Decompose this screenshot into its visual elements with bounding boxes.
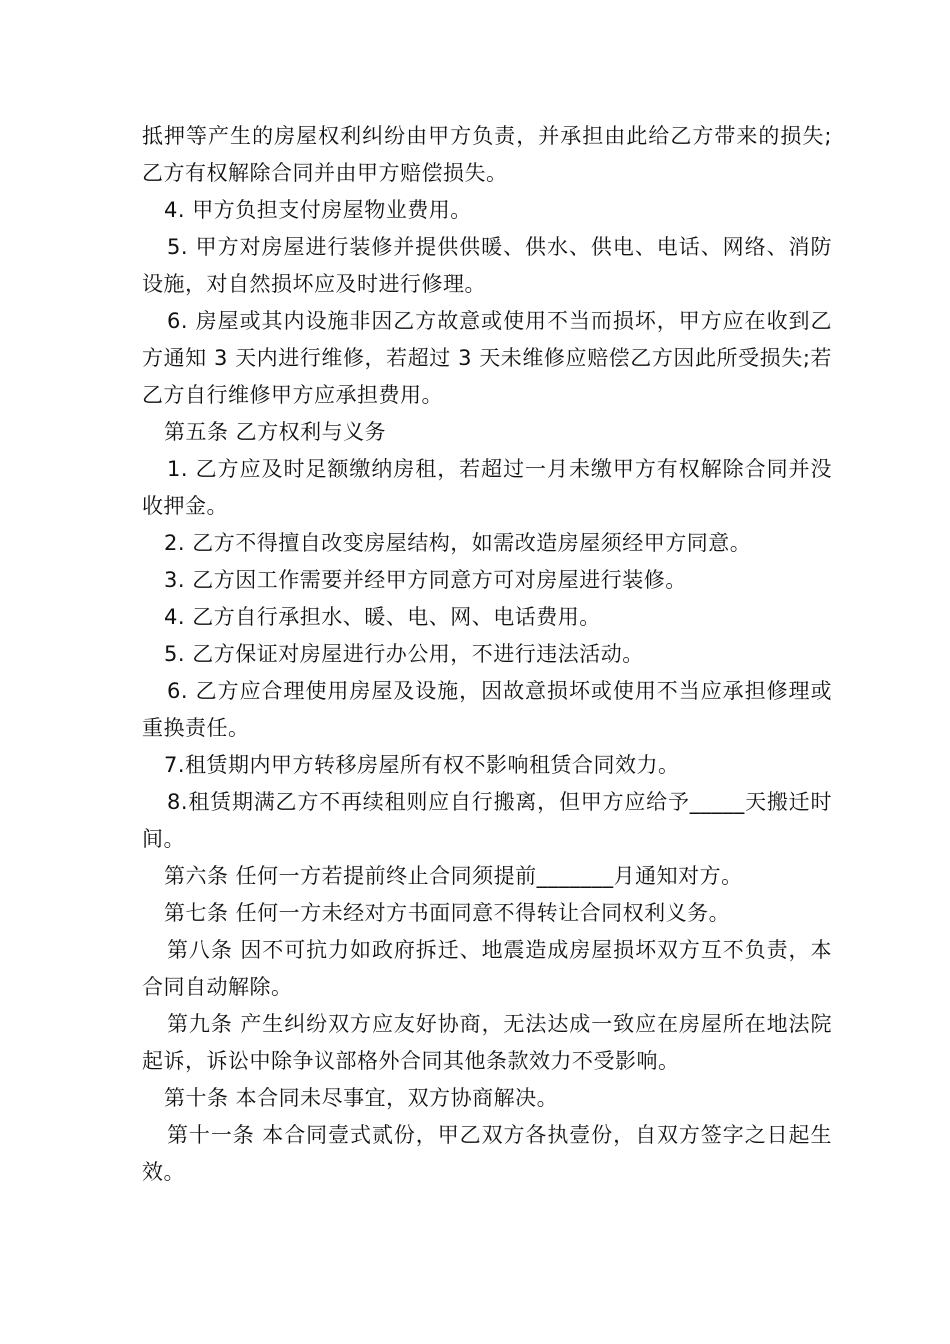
paragraph-13: 8.租赁期满乙方不再续租则应自行搬离，但甲方应给予_____天搬迁时间。 bbox=[142, 790, 832, 851]
paragraph-1: 抵押等产生的房屋权利纠纷由甲方负责，并承担由此给乙方带来的损失;乙方有权解除合同并由甲方赔偿损失。 bbox=[142, 124, 832, 185]
section-heading-5: 第五条 乙方权利与义务 bbox=[164, 420, 387, 444]
paragraph-10: 5. 乙方保证对房屋进行办公用，不进行违法活动。 bbox=[164, 642, 644, 666]
paragraph-7: 2. 乙方不得擅自改变房屋结构，如需改造房屋须经甲方同意。 bbox=[164, 531, 752, 555]
section-7: 第七条 任何一方未经对方书面同意不得转让合同权利义务。 bbox=[164, 901, 731, 925]
document-body bbox=[142, 118, 832, 1191]
section-8: 第八条 因不可抗力如政府拆迁、地震造成房屋损坏双方互不负责，本合同自动解除。 bbox=[142, 938, 832, 999]
paragraph-8: 3. 乙方因工作需要并经甲方同意方可对房屋进行装修。 bbox=[164, 568, 687, 592]
paragraph-9: 4. 乙方自行承担水、暖、电、网、电话费用。 bbox=[164, 605, 601, 629]
paragraph-11: 6. 乙方应合理使用房屋及设施，因故意损坏或使用不当应承担修理或重换责任。 bbox=[142, 679, 832, 740]
section-6: 第六条 任何一方若提前终止合同须提前_______月通知对方。 bbox=[164, 864, 743, 888]
paragraph-2: 4. 甲方负担支付房屋物业费用。 bbox=[164, 198, 472, 222]
paragraph-12: 7.租赁期内甲方转移房屋所有权不影响租赁合同效力。 bbox=[164, 753, 680, 777]
section-10: 第十条 本合同未尽事宜，双方协商解决。 bbox=[164, 1086, 559, 1110]
section-9: 第九条 产生纠纷双方应友好协商，无法达成一致应在房屋所在地法院起诉，诉讼中除争议部格外合同其他条款效力不受影响。 bbox=[142, 1012, 832, 1073]
paragraph-3: 5. 甲方对房屋进行装修并提供供暖、供水、供电、电话、网络、消防设施，对自然损坏应及时进行修理。 bbox=[142, 235, 832, 296]
paragraph-6: 1. 乙方应及时足额缴纳房租，若超过一月未缴甲方有权解除合同并没收押金。 bbox=[142, 457, 832, 518]
paragraph-4: 6. 房屋或其内设施非因乙方故意或使用不当而损坏，甲方应在收到乙方通知 3 天内进行维修，若超过 3 天未维修应赔偿乙方因此所受损失;若乙方自行维修甲方应承担费用。 bbox=[142, 309, 832, 407]
section-11: 第十一条 本合同壹式贰份，甲乙双方各执壹份，自双方签字之日起生效。 bbox=[142, 1123, 832, 1184]
